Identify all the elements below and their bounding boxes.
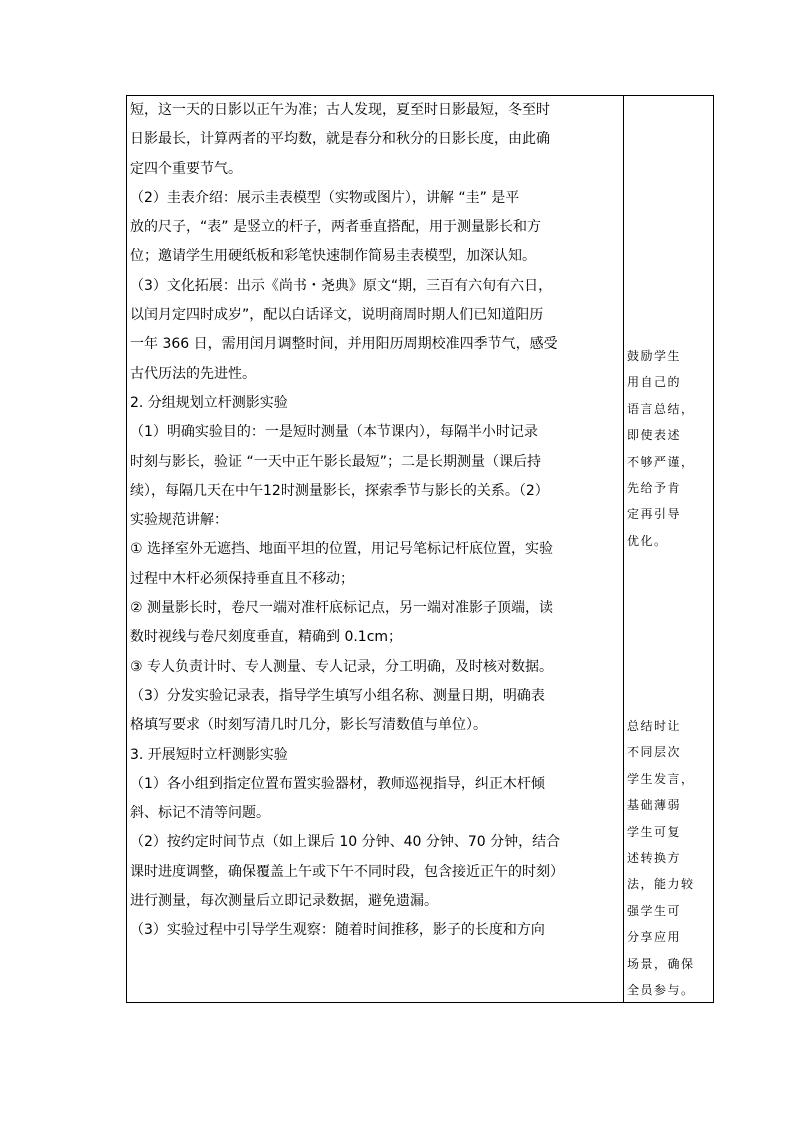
content-text-line: （1）各小组到指定位置布置实验器材，教师巡视指导，纠正木杆倾 <box>130 775 545 792</box>
note-text-line: 场景，确保 <box>627 956 695 971</box>
content-text-line: （3）实验过程中引导学生观察：随着时间推移，影子的长度和方向 <box>130 922 545 939</box>
note-text-line: 分享应用 <box>627 930 682 945</box>
content-text-line: 古代历法的先进性。 <box>130 365 256 382</box>
content-text-line: 斜、标记不清等问题。 <box>130 805 270 822</box>
note-text-line: 优化。 <box>627 533 668 548</box>
note-text-line: 即使表述 <box>627 428 682 443</box>
content-text-line: 短，这一天的日影以正午为准；古人发现，夏至时日影最短，冬至时 <box>130 102 550 118</box>
content-text-line: （3）分发实验记录表，指导学生填写小组名称、测量日期，明确表 <box>130 687 545 704</box>
note-text-line: 学生可复 <box>627 824 682 839</box>
content-text-line: 过程中木杆必须保持垂直且不移动； <box>130 570 354 587</box>
note-text-line: 鼓励学生 <box>627 349 682 363</box>
note-text-line: 法，能力较 <box>627 877 695 892</box>
lesson-table <box>126 95 714 1003</box>
content-text-line: （2）圭表介绍：展示圭表模型（实物或图片），讲解 “圭” 是平 <box>130 189 520 206</box>
content-text-line: 实验规范讲解： <box>130 512 228 529</box>
content-text-line: 3. 开展短时立杆测影实验 <box>130 746 288 763</box>
content-text-line: （2）按约定时间节点（如上课后 10 分钟、40 分钟、70 分钟，结合 <box>130 834 561 851</box>
lesson-content-cell <box>130 96 620 946</box>
note-text-line: 基础薄弱 <box>627 798 682 813</box>
content-text-line: 以闰月定四时成岁”，配以白话译文，说明商周时期人们已知道阳历 <box>130 307 544 324</box>
note-text-line: 用自己的 <box>627 375 682 390</box>
content-text-line: 定四个重要节气。 <box>130 160 242 177</box>
content-text-line: 数时视线与卷尺刻度垂直，精确到 0.1cm； <box>130 629 403 646</box>
content-text-line: 日影最长，计算两者的平均数，就是春分和秋分的日影长度，由此确 <box>130 131 550 148</box>
content-text-line: 2. 分组规划立杆测影实验 <box>130 394 288 411</box>
content-text-line: 续），每隔几天在中午12时测量影长，探索季节与影长的关系。（2） <box>130 482 549 499</box>
content-text-line: （3）文化拓展：出示《尚书・尧典》原文“期，三百有六旬有六日， <box>130 277 553 294</box>
note-text-line: 定再引导 <box>627 507 682 522</box>
content-text-line: 进行测量，每次测量后立即记录数据，避免遗漏。 <box>130 893 438 910</box>
content-text-line: ③ 专人负责计时、专人测量、专人记录，分工明确，及时核对数据。 <box>130 658 553 675</box>
content-text-line: 格填写要求（时刻写清几时几分，影长写清数值与单位）。 <box>130 717 487 734</box>
content-text-line: 时刻与影长，验证 “一天中正午影长最短”；二是长期测量（课后持 <box>130 453 541 470</box>
content-text-line: 一年 366 日，需用闰月调整时间，并用阳历周期校准四季节气，感受 <box>130 336 558 353</box>
content-text-line: 位；邀请学生用硬纸板和彩笔快速制作简易圭表模型，加深认知。 <box>130 248 536 265</box>
column-divider <box>623 96 624 1002</box>
teaching-note-summary <box>627 713 711 1003</box>
note-text-line: 先给予肯 <box>627 480 682 495</box>
content-text-line: ② 测量影长时，卷尺一端对准杆底标记点，另一端对准影子顶端，读 <box>130 600 553 617</box>
note-text-line: 语言总结， <box>627 401 695 416</box>
note-text-line: 不够严谨， <box>627 454 695 469</box>
note-text-line: 总结时让 <box>627 719 682 733</box>
content-text-line: 放的尺子，“表” 是竖立的杆子，两者垂直搭配，用于测量影长和方 <box>130 219 541 236</box>
note-text-line: 强学生可 <box>627 903 682 918</box>
note-text-line: 述转换方 <box>627 850 682 865</box>
note-text-line: 全员参与。 <box>627 982 695 997</box>
content-text-line: 课时进度调整，确保覆盖上午或下午不同时段，包含接近正午的时刻） <box>130 863 564 880</box>
note-text-line: 学生发言， <box>627 771 695 786</box>
teaching-note-encourage <box>627 343 711 554</box>
content-text-line: ① 选择室外无遮挡、地面平坦的位置，用记号笔标记杆底位置，实验 <box>130 541 553 558</box>
note-text-line: 不同层次 <box>627 745 682 760</box>
content-text-line: （1）明确实验目的：一是短时测量（本节课内），每隔半小时记录 <box>130 424 538 441</box>
